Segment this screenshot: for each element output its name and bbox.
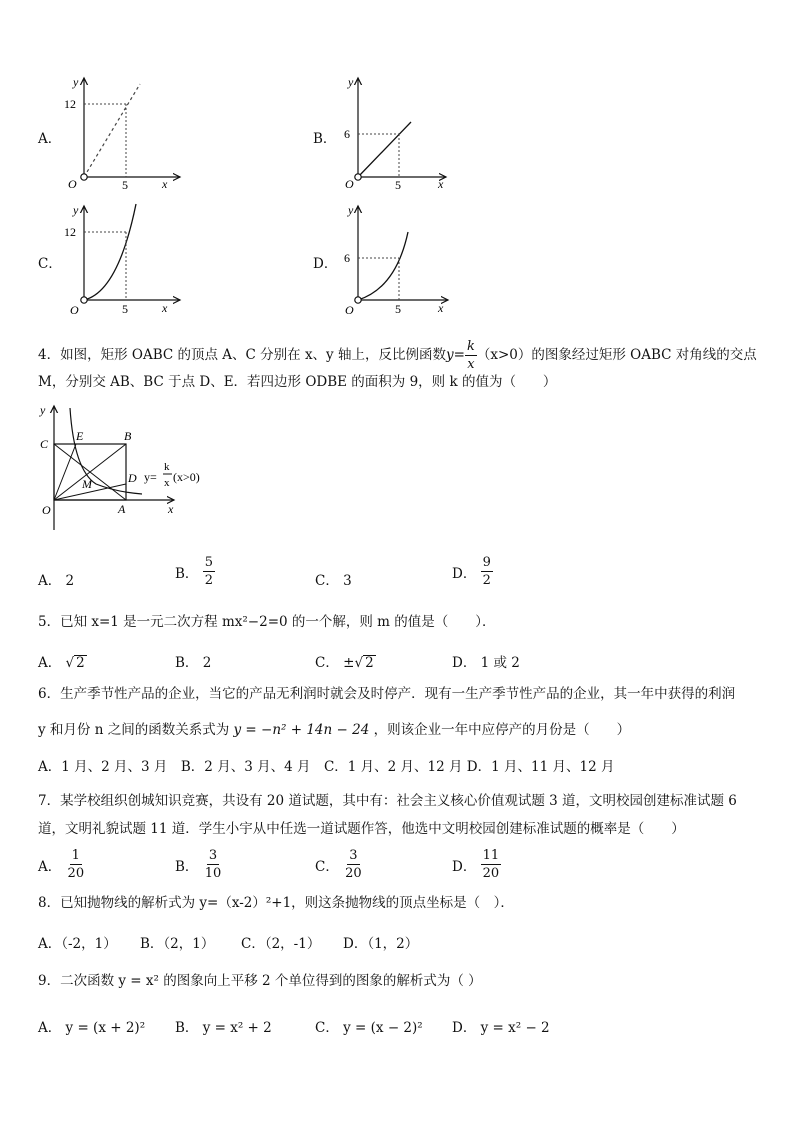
- q4-option-d[interactable]: D． $\frac{9}{2}$: [452, 555, 491, 588]
- q3-option-b-label: B．: [313, 131, 337, 147]
- origin-circle: [81, 174, 87, 180]
- q4-option-b[interactable]: B． $\frac{5}{2}$: [175, 555, 213, 588]
- q5-option-c[interactable]: C． ±√ 2: [315, 655, 374, 671]
- svg-text:x: x: [164, 477, 170, 489]
- y-tick: 12: [64, 97, 76, 111]
- svg-text:x: x: [438, 301, 444, 315]
- q7-line1: 7．某学校组织创城知识竞赛，共设有 20 道试题，其中有：社会主义核心价值观试题 3 道，文明校园创建标准试题 6: [38, 793, 737, 809]
- y-label: y: [73, 75, 79, 89]
- svg-text:O: O: [70, 303, 79, 317]
- q4-option-a[interactable]: A． 2: [38, 573, 75, 589]
- svg-text:y: y: [73, 203, 79, 217]
- q5-option-b[interactable]: B． 2: [175, 655, 212, 671]
- svg-text:k: k: [164, 461, 170, 473]
- svg-text:A: A: [118, 502, 126, 516]
- q4-option-c[interactable]: C． 3: [315, 573, 352, 589]
- svg-text:O: O: [42, 503, 51, 517]
- q4-line2: M，分别交 AB、BC 于点 D、E．若四边形 ODBE 的面积为 9，则 k 的值为（ ）: [38, 374, 557, 390]
- svg-text:5: 5: [395, 178, 401, 190]
- x-label: x: [162, 177, 168, 190]
- svg-text:D: D: [128, 471, 137, 485]
- q6-line2: y 和月份 n 之间的函数关系式为 y = −n² + 14n − 24 ，则该企业一年中应停产的月份是（ ）: [38, 722, 631, 738]
- svg-text:y=: y=: [144, 470, 157, 484]
- svg-text:5: 5: [395, 302, 401, 316]
- q5-option-d[interactable]: D． 1 或 2: [452, 655, 520, 671]
- svg-text:y: y: [348, 75, 354, 89]
- q6-line1: 6．生产季节性产品的企业，当它的产品无利润时就会及时停产．现有一生产季节性产品的企业，其一年中获得的利润: [38, 686, 736, 702]
- q9-option-c[interactable]: C． y = (x − 2)²: [315, 1020, 423, 1036]
- q7-line2: 道，文明礼貌试题 11 道．学生小宇从中任选一道试题作答，他选中文明校园创建标准试题的概率是（ ）: [38, 821, 685, 837]
- q7-option-b[interactable]: B． $\frac{3}{10}$: [175, 848, 222, 881]
- svg-text:6: 6: [344, 127, 350, 141]
- q6-options[interactable]: A．1 月、2 月、3 月 B．2 月、3 月、4 月 C．1 月、2 月、12 月 D．1 月、11 月、12 月: [38, 759, 615, 775]
- solid-line: [358, 122, 411, 177]
- q4-line1: [38, 340, 757, 371]
- svg-text:6: 6: [344, 251, 350, 265]
- q5-option-a[interactable]: A． √ 2: [38, 655, 85, 671]
- q3-graph-c: [60, 200, 190, 318]
- q3-option-c-label: C．: [38, 256, 62, 272]
- q4-func-lhs: y=: [445, 346, 465, 363]
- origin-label: O: [68, 177, 77, 190]
- q3-graph-b: [336, 72, 454, 190]
- svg-text:(x>0): (x>0): [173, 470, 200, 484]
- q8-option-c[interactable]: C．（2，-1）: [241, 936, 321, 952]
- dashed-line: [84, 84, 140, 177]
- curve: [84, 204, 136, 300]
- q4-figure: [36, 400, 236, 532]
- q3-graph-d: [336, 200, 458, 318]
- svg-text:x: x: [438, 177, 444, 190]
- svg-text:M: M: [82, 477, 92, 491]
- svg-text:5: 5: [122, 302, 128, 316]
- q8-option-d[interactable]: D．（1，2）: [343, 936, 419, 952]
- q3-option-a-label: A．: [38, 131, 62, 147]
- q5-question: 5．已知 x=1 是一元二次方程 mx²−2=0 的一个解，则 m 的值是（ ）．: [38, 614, 496, 630]
- q9-question: 9．二次函数 y = x² 的图象向上平移 2 个单位得到的图象的解析式为（ ）: [38, 973, 482, 989]
- svg-text:y: y: [348, 203, 354, 217]
- svg-text:x: x: [168, 502, 174, 516]
- svg-text:12: 12: [64, 225, 76, 239]
- q7-option-c[interactable]: C． $\frac{3}{20}$: [315, 848, 362, 881]
- q3-option-d-label: D．: [313, 256, 338, 272]
- svg-text:O: O: [345, 177, 354, 190]
- q9-option-b[interactable]: B． y = x² + 2: [175, 1020, 272, 1036]
- q8-option-b[interactable]: B．（2，1）: [140, 936, 215, 952]
- q8-option-a[interactable]: A．（-2，1）: [38, 936, 117, 952]
- q6-formula: y = −n² + 14n − 24: [233, 722, 370, 738]
- q8-question: 8．已知抛物线的解析式为 y=（x-2）²+1，则这条抛物线的顶点坐标是（ ）．: [38, 895, 514, 911]
- svg-text:x: x: [162, 301, 168, 315]
- svg-text:B: B: [124, 429, 132, 443]
- q4-text-part2: （x>0）的图象经过矩形 OABC 对角线的交点: [476, 346, 757, 363]
- q4-func-fraction: $\frac{k}{x}$: [466, 339, 475, 372]
- q7-option-a[interactable]: A． $\frac{1}{20}$: [38, 848, 85, 881]
- svg-text:C: C: [40, 437, 49, 451]
- svg-text:O: O: [345, 303, 354, 317]
- q3-graph-a: [60, 72, 190, 190]
- q7-option-d[interactable]: D． $\frac{11}{20}$: [452, 848, 500, 881]
- svg-text:E: E: [76, 429, 84, 443]
- svg-text:y: y: [40, 403, 46, 417]
- q9-option-d[interactable]: D． y = x² − 2: [452, 1020, 550, 1036]
- q9-option-a[interactable]: A． y = (x + 2)²: [38, 1020, 146, 1036]
- x-tick: 5: [122, 178, 128, 190]
- q4-text-part1: 4．如图，矩形 OABC 的顶点 A、C 分别在 x、y 轴上，反比例函数: [38, 346, 446, 363]
